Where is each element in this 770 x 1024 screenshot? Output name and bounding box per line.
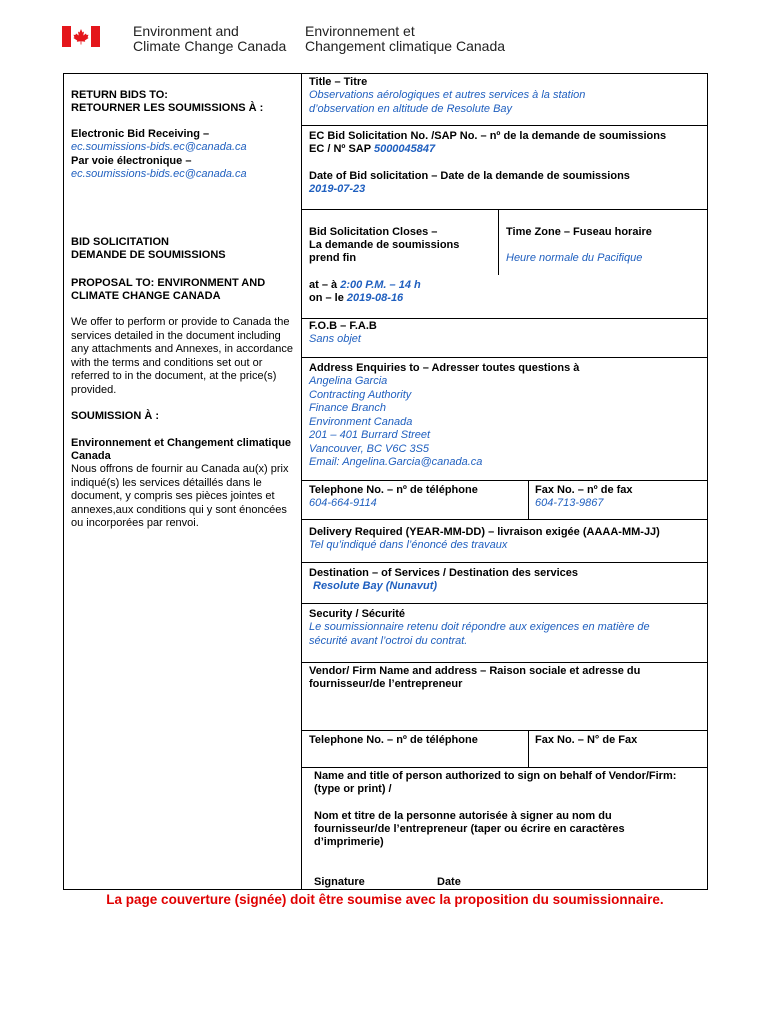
signature-field[interactable]: Signature <box>314 876 365 888</box>
authorized-person-field[interactable]: Name and title of person authorized to sign on behalf of Vendor/Firm: (type or print) / Nom et titre de la personne autorisée à signer au nom du fournisseur/de l’entrepreneur (taper ou écrire en caractères d’imprimerie) <box>314 770 677 848</box>
vendor-fax-field[interactable]: Fax No. – N° de Fax <box>535 734 638 746</box>
telephone-block: Telephone No. – nº de téléphone 604-664-9114 <box>309 484 478 509</box>
offer-text-en: We offer to perform or provide to Canada the services detailed in the document including any attachments and Annexes, in accordance with the terms and conditions set out or referred to in the document, at the price(s) provided. <box>71 316 293 396</box>
vendor-name-field[interactable]: Vendor/ Firm Name and address – Raison sociale et adresse du fournisseur/de l’entrepreneur <box>309 665 641 690</box>
return-bids-label: RETURN BIDS TO: RETOURNER LES SOUMISSIONS À : <box>71 89 264 114</box>
bid-email-link-fr[interactable]: ec.soumissions-bids.ec@canada.ca <box>71 167 247 180</box>
bid-email-link[interactable]: ec.soumissions-bids.ec@canada.ca <box>71 141 247 153</box>
eccc-heading: Environnement et Changement climatique Canada <box>71 437 292 462</box>
delivery-block: Delivery Required (YEAR-MM-DD) – livraison exigée (AAAA-MM-JJ) Tel qu’indiqué dans l’énoncé des travaux <box>309 526 660 551</box>
security-block: Security / Sécurité Le soumissionnaire retenu doit répondre aux exigences en matière de sécurité avant l’octroi du contrat. <box>309 608 650 647</box>
time-zone-block: Time Zone – Fuseau horaire Heure normale du Pacifique <box>506 226 652 264</box>
signature-date-field[interactable]: Date <box>437 876 461 888</box>
vendor-telephone-field[interactable]: Telephone No. – nº de téléphone <box>309 734 478 746</box>
org-name-fr: Environnement et Changement climatique Canada <box>305 23 506 54</box>
electronic-bid-section: Electronic Bid Receiving – ec.soumissions-bids.ec@canada.ca Par voie électronique – ec.soumissions-bids.ec@canada.ca <box>71 128 247 180</box>
title-block: Title – Titre Observations aérologiques et autres services à la station d’observation en altitude de Resolute Bay <box>309 76 586 115</box>
solicitation-date-block: Date of Bid solicitation – Date de la demande de soumissions 2019-07-23 <box>309 170 630 195</box>
contact-email-link[interactable]: Email: Angelina.Garcia@canada.ca <box>309 456 483 468</box>
solicitation-number-block: EC Bid Solicitation No. /SAP No. – nº de la demande de soumissions EC / Nº SAP 5000045847 <box>309 130 667 155</box>
offer-text-fr: Nous offrons de fournir au Canada au(x) prix indiqué(s) les services détaillés dans le document, y compris ses pièces jointes et annexes,aux conditions qui y sont énoncées ou incorporées par renvoi. <box>71 463 289 529</box>
enquiries-block: Address Enquiries to – Adresser toutes questions à Angelina Garcia Contracting Authority Finance Branch Environment Canada 201 – 401 Burrard Street Vancouver, BC V6C 3S5 Email: Angelina.Garcia@canada.ca <box>309 362 580 468</box>
closes-block: Bid Solicitation Closes – La demande de soumissions prend fin <box>309 226 460 264</box>
fob-block: F.O.B – F.A.B Sans objet <box>309 320 377 345</box>
org-name-en: Environment and Climate Change Canada <box>133 23 287 54</box>
cover-page-notice: La page couverture (signée) doit être soumise avec la proposition du soumissionnaire. <box>106 892 664 907</box>
destination-block: Destination – of Services / Destination des services Resolute Bay (Nunavut) <box>309 567 578 592</box>
canada-flag-logo <box>62 26 100 47</box>
bid-solicitation-heading: BID SOLICITATION DEMANDE DE SOUMISSIONS <box>71 236 226 261</box>
fax-block: Fax No. – nº de fax 604-713-9867 <box>535 484 633 509</box>
closing-time-block: at – à 2:00 P.M. – 14 h on – le 2019-08-16 <box>309 279 421 304</box>
soumission-heading: SOUMISSION À : <box>71 410 160 422</box>
proposal-to-heading: PROPOSAL TO: ENVIRONMENT AND CLIMATE CHANGE CANADA <box>71 277 266 302</box>
